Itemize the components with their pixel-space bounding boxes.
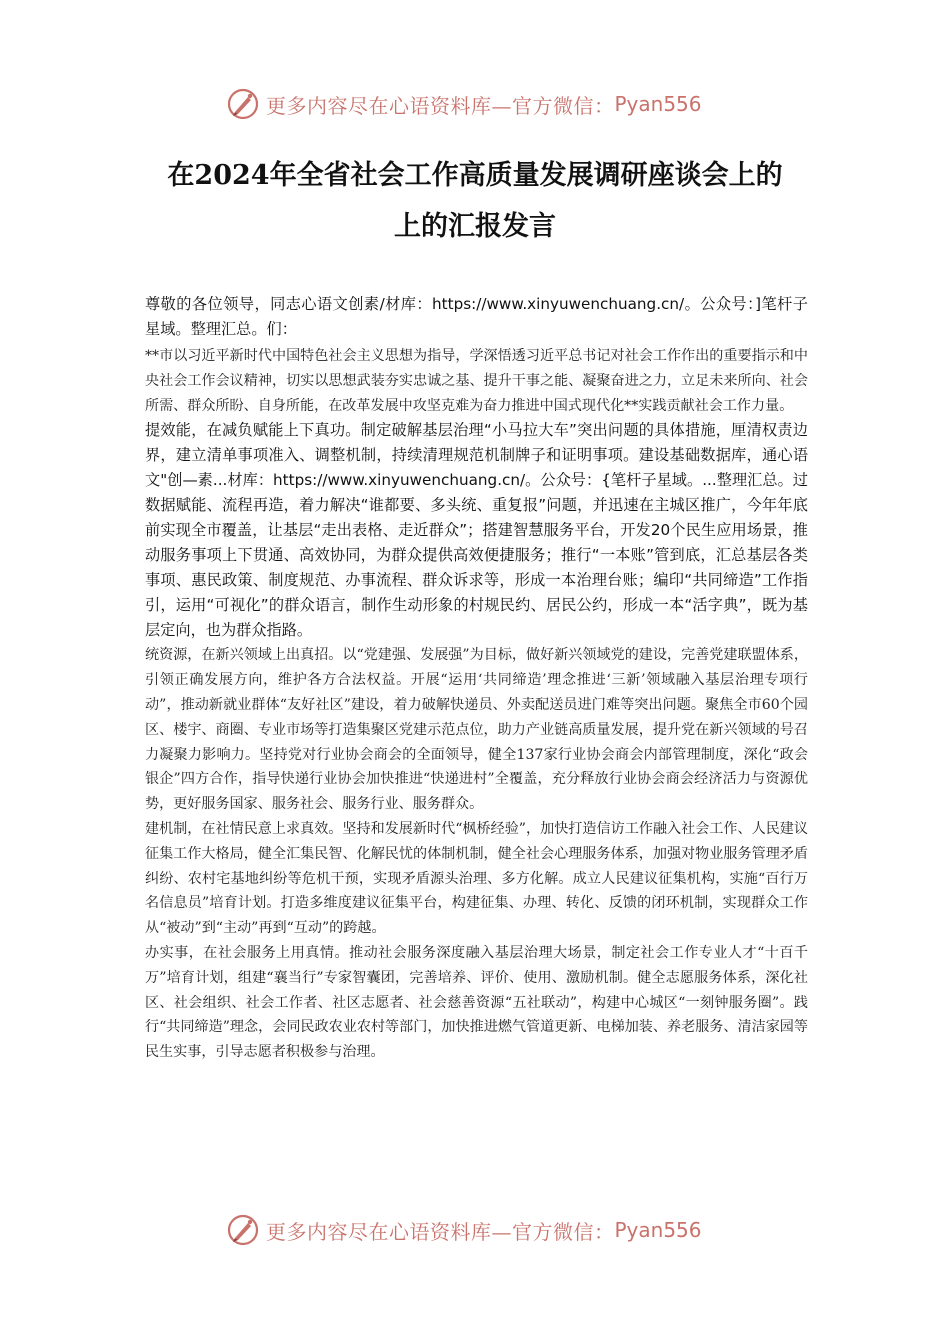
pen-logo-icon xyxy=(226,87,260,121)
document-title xyxy=(120,150,830,252)
watermark-text: 更多内容尽在心语资料库—官方微信： xyxy=(266,93,615,118)
watermark-banner-top xyxy=(226,84,702,124)
watermark-wechat-id: Pyan556 xyxy=(614,1218,702,1242)
salutation-paragraph: 尊敬的各位领导，同志心语文创素/材库：https://www.xinyuwenchuang.cn/。公众号：]笔杆子星域。整理汇总。们： xyxy=(145,295,808,338)
services-paragraph: 办实事，在社会服务上用真情。推动社会服务深度融入基层治理大场景，制定社会工作专业人才“十百千万”培育计划，组建“襄当行”专家智囊团，完善培养、评价、使用、激励机制。健全志愿服务体系，深化社区、社会组织、社会工作者、社区志愿者、社会慈善资源“五社联动”，构建中心城区“一刻钟服务圈”。践行“共同缔造”理念，会同民政农业农村等部门，加快推进燃气管道更新、电梯加装、养老服务、清洁家园等民生实事，引导志愿者积极参与治理。 xyxy=(145,944,808,1061)
efficiency-paragraph: 提效能，在减负赋能上下真功。制定破解基层治理“小马拉大车”突出问题的具体措施，厘清权责边界，建立清单事项准入、调整机制，持续清理规范机制牌子和证明事项。建设基础数据库，通心语文"创—素...材库：https://www.xinyuwenchuang.cn/。公众号：{笔杆子星域。...整理汇总。过数据赋能、流程再造，着力解决“谁都要、多头统、重复报”问题，并迅速在主城区推广，今年年底前实现全市覆盖，让基层“走出表格、走近群众”；搭建智慧服务平台，开发20个民生应用场景，推动服务事项上下贯通、高效协同，为群众提供高效便捷服务；推行“一本账”管到底，汇总基层各类事项、惠民政策、制度规范、办事流程、群众诉求等，形成一本治理台账；编印“共同缔造”工作指引，运用“可视化”的群众语言，制作生动形象的村规民约、居民公约，形成一本“活字典”，既为基层定向，也为群众指路。 xyxy=(145,421,808,640)
document-body xyxy=(145,292,808,1065)
watermark-text: 更多内容尽在心语资料库—官方微信： xyxy=(266,1219,615,1244)
watermark-banner-bottom xyxy=(226,1210,702,1250)
title-line-1: 在2024年全省社会工作高质量发展调研座谈会上的 xyxy=(167,160,783,191)
intro-paragraph: **市以习近平新时代中国特色社会主义思想为指导，学深悟透习近平总书记对社会工作作出的重要指示和中央社会工作会议精神，切实以思想武装夯实忠诚之基、提升干事之能、凝聚奋进之力，立足未来所向、社会所需、群众所盼、自身所能，在改革发展中攻坚克难为奋力推进中国式现代化**实践贡献社会工作力量。 xyxy=(145,348,808,414)
title-line-2: 上的汇报发言 xyxy=(394,211,556,242)
pen-logo-icon xyxy=(226,1213,260,1247)
watermark-wechat-id: Pyan556 xyxy=(614,92,702,116)
mechanism-paragraph: 建机制，在社情民意上求真效。坚持和发展新时代“枫桥经验”，加快打造信访工作融入社会工作、人民建议征集工作大格局，健全汇集民智、化解民忧的体制机制，健全社会心理服务体系，加强对物业服务管理矛盾纠纷、农村宅基地纠纷等危机干预，实现矛盾源头治理、多方化解。成立人民建议征集机构，实施“百行万名信息员”培育计划。打造多维度建议征集平台，构建征集、办理、转化、反馈的闭环机制，实现群众工作从“被动”到“主动”再到“互动”的跨越。 xyxy=(145,820,808,937)
resources-paragraph: 统资源，在新兴领域上出真招。以“党建强、发展强”为目标，做好新兴领域党的建设，完善党建联盟体系，引领正确发展方向，维护各方合法权益。开展“运用‘共同缔造’理念推进‘三新’领域融入基层治理专项行动”，推动新就业群体“友好社区”建设，着力破解快递员、外卖配送员进门难等突出问题。聚焦全市60个园区、楼宇、商圈、专业市场等打造集聚区党建示范点位，助力产业链高质量发展，提升党在新兴领域的号召力凝聚力影响力。坚持党对行业协会商会的全面领导，健全137家行业协会商会内部管理制度，深化“政会银企”四方合作，指导快递行业协会加快推进“快递进村”全覆盖，充分释放行业协会商会经济活力与资源优势，更好服务国家、服务社会、服务行业、服务群众。 xyxy=(145,647,808,813)
